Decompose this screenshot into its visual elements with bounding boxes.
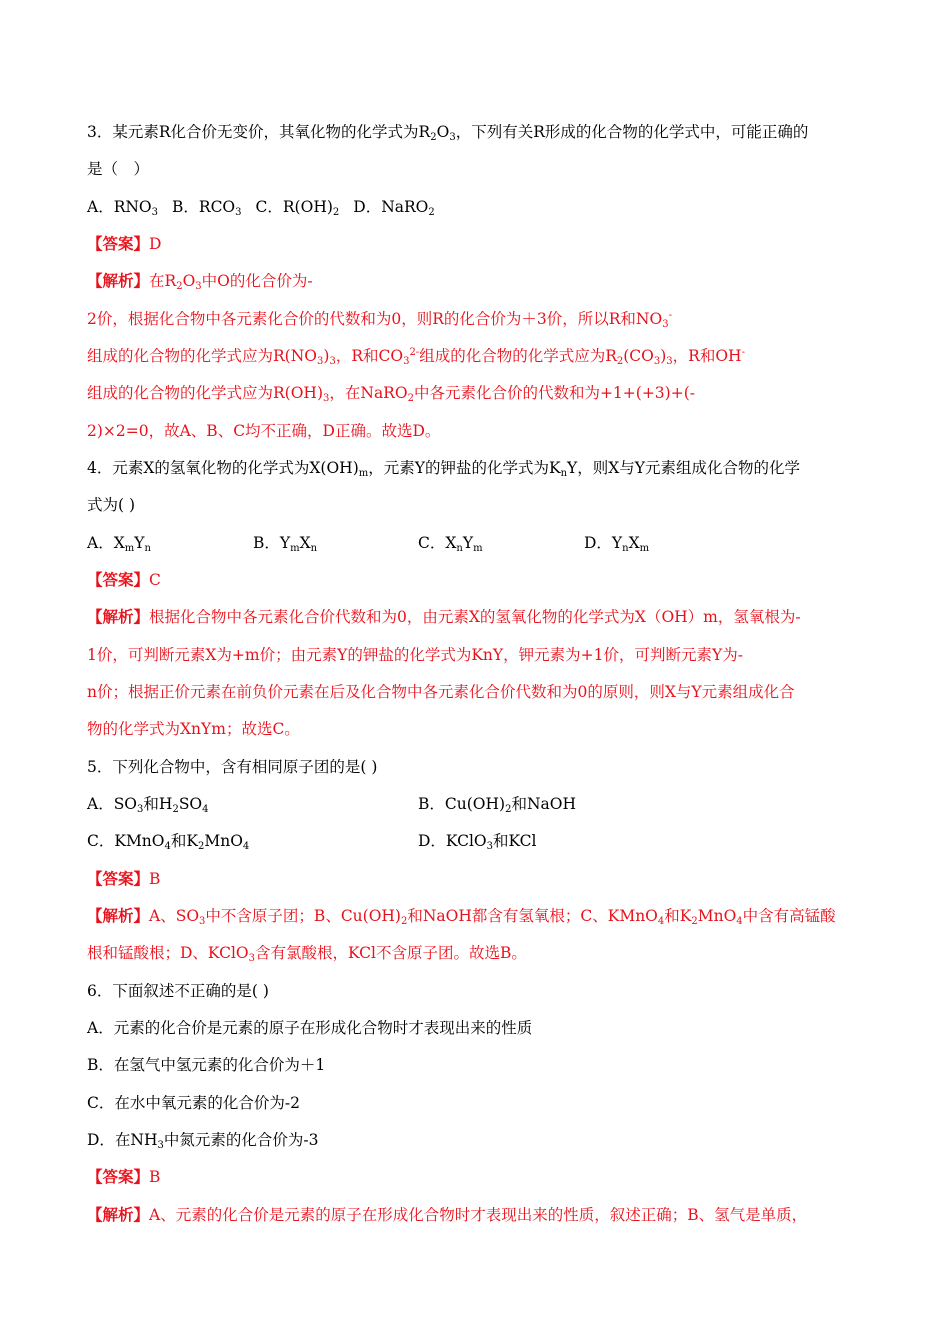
q4-analysis-line-1: 【解析】根据化合物中各元素化合价代数和为0，由元素X的氢氧化物的化学式为X（OH）m，氢氧根为- [87, 607, 801, 626]
q4-stem-line-2: 式为( ) [87, 496, 136, 514]
q5-analysis-line-1: 【解析】A、$SO_3$中不含原子团；B、$Cu(OH)_2$和NaOH都含有氢氧根；C、KMnO$_4$和$K_2MnO_4$中含有高锰酸 [87, 906, 836, 927]
q5-stem: 5．下列化合物中，含有相同原子团的是( ) [87, 758, 378, 776]
q6-stem: 6．下面叙述不正确的是( ) [87, 982, 269, 1000]
q5-option-c: C．KMnO$_4$和$K_2MnO_4$ [87, 832, 250, 852]
q3-analysis-line-3: 组成的化合物的化学式应为$R(NO_3)_3$，R和$CO_3^{2-}$组成的化合物的化学式应为$R_2(CO_3)_3$，R和OH- [87, 347, 745, 367]
q3-stem-line-1: 3．某元素R化合价无变价，其氧化物的化学式为$R_2O_3$，下列有关R形成的化合物的化学式中，可能正确的 [87, 123, 809, 143]
q3-stem-line-2: 是（ ） [87, 160, 150, 178]
q4-stem-line-1: 4．元素X的氢氧化物的化学式为$X(OH)_m$，元素Y的钾盐的化学式为$K_nY$，则X与Y元素组成化合物的化学 [87, 459, 801, 479]
q6-answer: 【答案】B [87, 1167, 161, 1186]
q3-analysis-line-2: 2价，根据化合物中各元素化合价的代数和为0，则R的化合价为＋3价，所以R和$NO_3^-$ [87, 310, 672, 330]
q5-option-a: A．$SO_3$和$H_2SO_4$ [87, 795, 209, 815]
q6-option-a: A．元素的化合价是元素的原子在形成化合物时才表现出来的性质 [87, 1019, 533, 1037]
q5-analysis-line-2: 根和锰酸根；D、KClO$_3$含有氯酸根，KCl不含原子团。故选B。 [87, 944, 527, 964]
q3-answer: 【答案】D [87, 234, 162, 253]
q5-option-b: B．$Cu(OH)_2$和NaOH [418, 795, 576, 815]
q5-answer: 【答案】B [87, 869, 161, 888]
q3-option-a: A．$RNO_3$ [87, 198, 159, 218]
q4-option-c: C．$X_nY_m$ [418, 534, 483, 554]
q3-analysis-line-5: 2)×2=0，故A、B、C均不正确，D正确。故选D。 [87, 422, 441, 440]
q3-option-b: B．$RCO_3$ [172, 198, 242, 218]
q3-analysis-line-4: 组成的化合物的化学式应为$R(OH)_3$，在NaRO$_2$中各元素化合价的代数和为+1+(+3)+(- [87, 384, 695, 404]
q4-analysis-line-3: n价；根据正价元素在前负价元素在后及化合物中各元素化合价代数和为0的原则，则X与Y元素组成化合 [87, 683, 795, 701]
q6-option-b: B．在氢气中氢元素的化合价为＋1 [87, 1056, 326, 1074]
q3-analysis-line-1: 【解析】在$R_2O_3$中O的化合价为- [87, 271, 313, 292]
q6-option-d: D．在$NH_3$中氮元素的化合价为-3 [87, 1131, 319, 1151]
q4-option-d: D．$Y_nX_m$ [584, 534, 650, 554]
q4-analysis-line-4: 物的化学式为XnYm；故选C。 [87, 720, 300, 738]
q4-answer: 【答案】C [87, 570, 161, 589]
q4-option-a: A．$X_mY_n$ [87, 534, 151, 554]
q3-option-d: D．NaRO$_2$ [353, 198, 435, 218]
q6-analysis-line-1: 【解析】A、元素的化合价是元素的原子在形成化合物时才表现出来的性质，叙述正确；B、氢气是单质， [87, 1205, 808, 1224]
q3-options [87, 196, 435, 218]
q4-analysis-line-2: 1价，可判断元素X为+m价；由元素Y的钾盐的化学式为KnY，钾元素为+1价，可判断元素Y为- [87, 646, 743, 664]
q6-option-c: C．在水中氧元素的化合价为-2 [87, 1094, 300, 1112]
q3-option-c: C．$R(OH)_2$ [255, 198, 340, 218]
q5-option-d: D．KClO$_3$和KCl [418, 832, 537, 852]
q4-option-b: B．$Y_mX_n$ [253, 534, 318, 554]
